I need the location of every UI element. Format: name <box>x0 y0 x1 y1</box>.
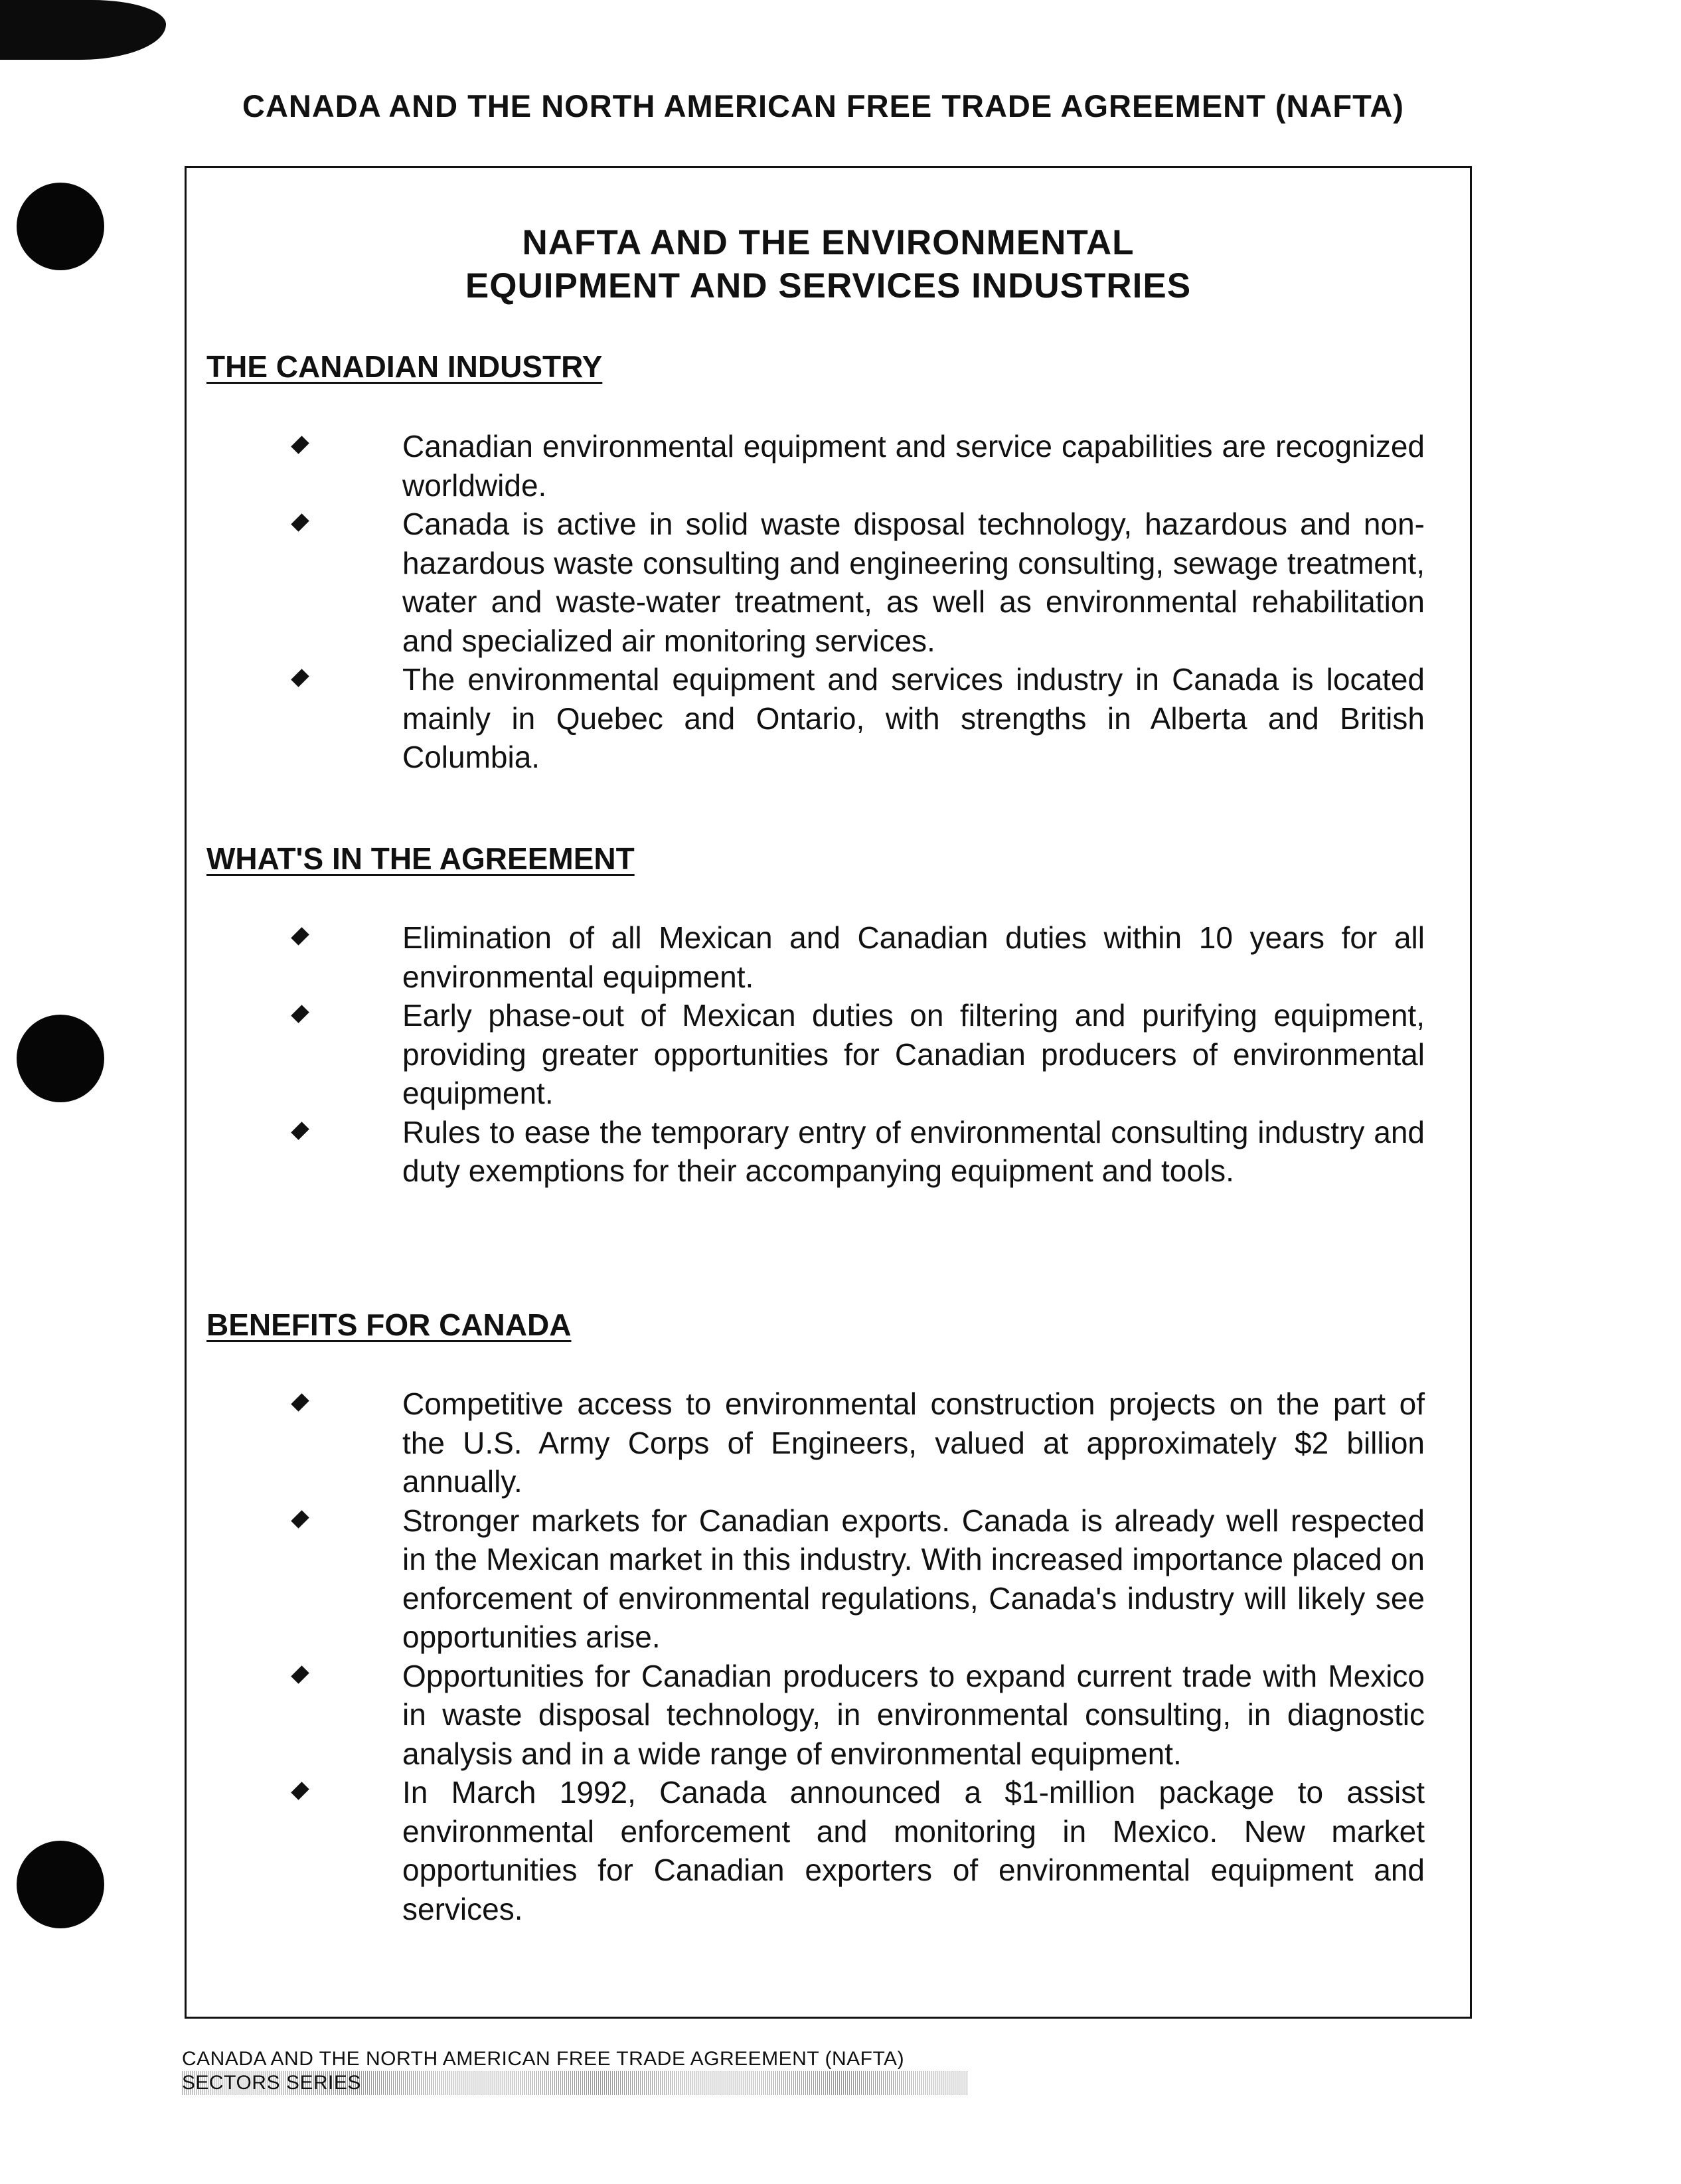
bullet-text: Canada is active in solid waste disposal technology, hazardous and non-hazardous waste consulting and engineering consulting, sewage treatment, water and waste-water treatment, as well as environmental rehabilitation and specialized air monitoring services. <box>402 507 1425 658</box>
list-item <box>289 1657 1425 1774</box>
bullet-text: Elimination of all Mexican and Canadian duties within 10 years for all environmental equipment. <box>402 920 1425 994</box>
list-item <box>289 1385 1425 1501</box>
list-item <box>289 660 1425 777</box>
page-header: CANADA AND THE NORTH AMERICAN FREE TRADE AGREEMENT (NAFTA) <box>242 88 1404 124</box>
content-box <box>185 166 1472 2019</box>
punch-hole <box>17 183 104 270</box>
document-title <box>187 221 1470 307</box>
bullet-list-canadian-industry <box>289 427 1425 777</box>
diamond-bullet-icon <box>289 927 309 947</box>
list-item <box>289 505 1425 660</box>
punch-hole <box>17 1841 104 1928</box>
punch-hole <box>17 1015 104 1102</box>
diamond-bullet-icon <box>289 436 309 456</box>
bullet-list-whats-in-agreement <box>289 918 1425 1191</box>
list-item <box>289 1773 1425 1928</box>
bullet-text: Competitive access to environmental construction projects on the part of the U.S. Army Corps of Engineers, valued at approximately $2 billion annually. <box>402 1386 1425 1499</box>
section-heading-canadian-industry: THE CANADIAN INDUSTRY <box>206 349 603 384</box>
title-line-1: NAFTA AND THE ENVIRONMENTAL <box>522 223 1135 262</box>
title-line-2: EQUIPMENT AND SERVICES INDUSTRIES <box>465 266 1192 305</box>
diamond-bullet-icon <box>289 1510 309 1530</box>
footer-title: CANADA AND THE NORTH AMERICAN FREE TRADE AGREEMENT (NAFTA) <box>182 2048 905 2070</box>
bullet-text: Opportunities for Canadian producers to expand current trade with Mexico in waste disposal technology, in environmental consulting, in diagnostic analysis and in a wide range of environmental equipment. <box>402 1658 1425 1771</box>
diamond-bullet-icon <box>289 669 309 689</box>
scan-artifact <box>0 0 166 60</box>
list-item <box>289 427 1425 505</box>
section-heading-whats-in-agreement: WHAT'S IN THE AGREEMENT <box>206 841 635 876</box>
bullet-text: Rules to ease the temporary entry of environmental consulting industry and duty exemptions for their accompanying equipment and tools. <box>402 1114 1425 1188</box>
diamond-bullet-icon <box>289 513 309 533</box>
bullet-text: Early phase-out of Mexican duties on filtering and purifying equipment, providing greater opportunities for Canadian producers of environmental equipment. <box>402 998 1425 1110</box>
bullet-text: Stronger markets for Canadian exports. Canada is already well respected in the Mexican market in this industry. With increased importance placed on enforcement of environmental regulations, Canada's industry will likely see opportunities arise. <box>402 1503 1425 1654</box>
bullet-list-benefits-for-canada <box>289 1385 1425 1928</box>
bullet-text: Canadian environmental equipment and service capabilities are recognized worldwide. <box>402 429 1425 503</box>
list-item <box>289 1113 1425 1191</box>
list-item <box>289 1501 1425 1657</box>
diamond-bullet-icon <box>289 1782 309 1802</box>
list-item <box>289 996 1425 1113</box>
page-footer <box>182 2047 979 2095</box>
diamond-bullet-icon <box>289 1665 309 1685</box>
bullet-text: In March 1992, Canada announced a $1-million package to assist environmental enforcement and monitoring in Mexico. New market opportunities for Canadian exporters of environmental equipment and services. <box>402 1775 1425 1926</box>
diamond-bullet-icon <box>289 1005 309 1025</box>
section-heading-benefits-for-canada: BENEFITS FOR CANADA <box>206 1307 572 1342</box>
diamond-bullet-icon <box>289 1122 309 1141</box>
list-item <box>289 918 1425 996</box>
diamond-bullet-icon <box>289 1393 309 1413</box>
footer-series-label: SECTORS SERIES <box>182 2071 969 2095</box>
bullet-text: The environmental equipment and services industry in Canada is located mainly in Quebec and Ontario, with strengths in Alberta and British Columbia. <box>402 662 1425 774</box>
